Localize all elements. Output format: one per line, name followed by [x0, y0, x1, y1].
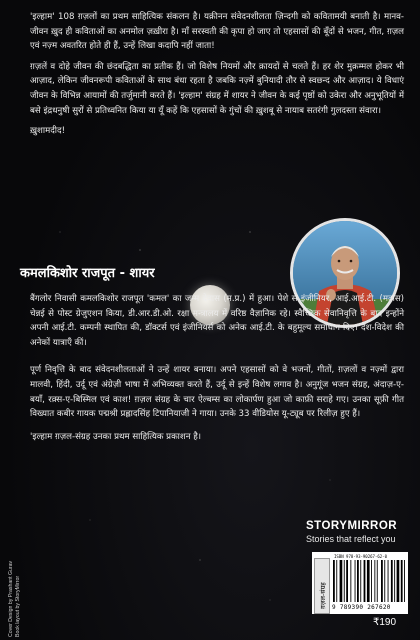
intro-paragraph-1: 'इल्हाम' 108 ग़ज़लों का प्रथम साहित्यिक संकलन है। यक़ीनन संवेदनशीलता ज़िन्दगी को कवितामयी बनाती है। मानव-जीवन ख़ुद ही कविताओं का अनमोल ज़ख़ीरा है। माँ सरस्वती की कृपा हो जाए तो एहसासों की बूँदों से भजन, गीत, ग़ज़ल एवं नज़्म अवतरित होते ही हैं, उन्हें लिखा कदापि नहीं जाता!	[30, 12, 404, 52]
barcode-bar	[381, 560, 383, 602]
barcode-bar	[371, 560, 372, 602]
isbn-digits: 9 789390 267620	[332, 604, 391, 611]
bio-paragraph-1: बैंगलोर निवासी कमलकिशोर राजपूत 'कमल' का जन्म देवास (म.प्र.) में हुआ। पेशे से इंजीनियर, आई.आई.टी. (मद्रास) चेन्नई से पोस्ट ग्रेजुएशन किया, डी.आर.डी.ओ. रक्षा मन्त्रालय में वरिष्ठ वैज्ञानिक रहे। स्वैच्छिक सेवानिवृत्ति के बाद इन्होंने अपनी आई.टी. कम्पनी स्थापित की, डॉक्टर्स एवं इंजीनियर्स को अनेक आई.टी. के बहुमूल्य समाधान दिए। देश-विदेश की अनेकों यात्राएँ कीं।	[30, 294, 404, 348]
genre-label: ग़ज़ल-संग्रह	[319, 582, 327, 609]
barcode-bar	[374, 560, 375, 602]
barcode-block	[312, 552, 408, 614]
barcode-bar	[364, 560, 366, 602]
barcode-bar	[391, 560, 393, 602]
author-section-title: कमलकिशोर राजपूत - शायर	[20, 266, 155, 281]
barcode-bar	[340, 560, 343, 602]
intro-text	[30, 10, 404, 145]
barcode-bar	[377, 560, 378, 602]
cover-design-credit: Cover Design by Prashant Gurav	[8, 560, 14, 637]
price-label: ₹190	[373, 617, 397, 628]
barcode-bar	[401, 560, 403, 602]
barcode-bar	[350, 560, 351, 602]
barcode-bar	[344, 560, 345, 602]
barcode-bar	[367, 560, 370, 602]
barcode-bar	[346, 560, 348, 602]
publisher-logo: STORYMIRROR	[306, 520, 398, 532]
intro-signoff: ख़ुशामदीद!	[30, 126, 66, 137]
barcode-bar	[394, 560, 395, 602]
author-bio	[30, 292, 404, 452]
barcode-bar	[397, 560, 400, 602]
barcode-bar	[357, 560, 359, 602]
publisher-tagline: Stories that reflect you	[306, 534, 396, 544]
bio-paragraph-2: पूर्ण निवृत्ति के बाद संवेदनशीलताओं ने उन्हें शायर बनाया। अपने एहसासों को वे भजनों, गीतों, ग़ज़लों व नज़्मों द्वारा मालवी, हिंदी, उर्दू एवं अंग्रेज़ी भाषा में अभिव्यक्त करते हैं, उर्दू से इन्हें विशेष लगाव है। अनुगूंज भजन संग्रह, अंदाज़-ए-बयाँ, रक़्स-ए-बिस्मिल एवं काश! ग़ज़ल संग्रह के चार ऐल्बम्स का लोकार्पण हुआ जो काफ़ी सराहे गए। उनका सूफ़ी गीत विख्यात कबीर गायक पद्मश्री प्रह्लादसिंह टिपानियाजी ने गाया। उनके 33 वीडियोस यू-ट्यूब पर रिलीज़ हुए हैं।	[30, 365, 404, 420]
barcode-bar	[355, 560, 356, 602]
barcode-bar	[360, 560, 361, 602]
barcode-bars	[332, 560, 406, 604]
book-layout-credit: Book layout by StoryMirror	[15, 575, 21, 637]
barcode-bar	[333, 560, 335, 602]
bio-paragraph-3: 'इल्हाम ग़ज़ल-संग्रह उनका प्रथम साहित्यिक प्रकाशन है।	[30, 431, 202, 442]
barcode-bar	[336, 560, 337, 602]
design-credits	[4, 560, 48, 637]
isbn-text: ISBN 978-93-90267-62-0	[334, 554, 387, 559]
intro-paragraph-2: ग़ज़लें व दोहे जीवन की छंदबद्धिता का प्रतीक हैं। जो विशेष नियमों और क़ायदों से चलते हैं। हर शेर मुक़म्मल होकर भी आज़ाद, लेकिन जीवनरूपी कविताओं के साथ बंधा रहता है जबकि नज़्में बुनियादी तौर से स्वछन्द और आज़ाद। ये विधाएं जीवन के विभिन्न आयामों की तर्जुमानी करते हैं। 'इल्हाम' संग्रह में शायर ने जीवन के कई पृष्ठों को उकेरा और अनुभूतियों में बसे इंद्रधनुषी सुरों से प्रतिध्वनित किया या यूँ कहें कि एहसासों के गुंचों की ख़ुशबू से नायाब सतरंगी गुलदस्ता संवारा।	[30, 61, 404, 116]
barcode-bar	[404, 560, 405, 602]
barcode-bar	[384, 560, 385, 602]
genre-label-box	[314, 558, 330, 614]
barcode-bar	[388, 560, 389, 602]
